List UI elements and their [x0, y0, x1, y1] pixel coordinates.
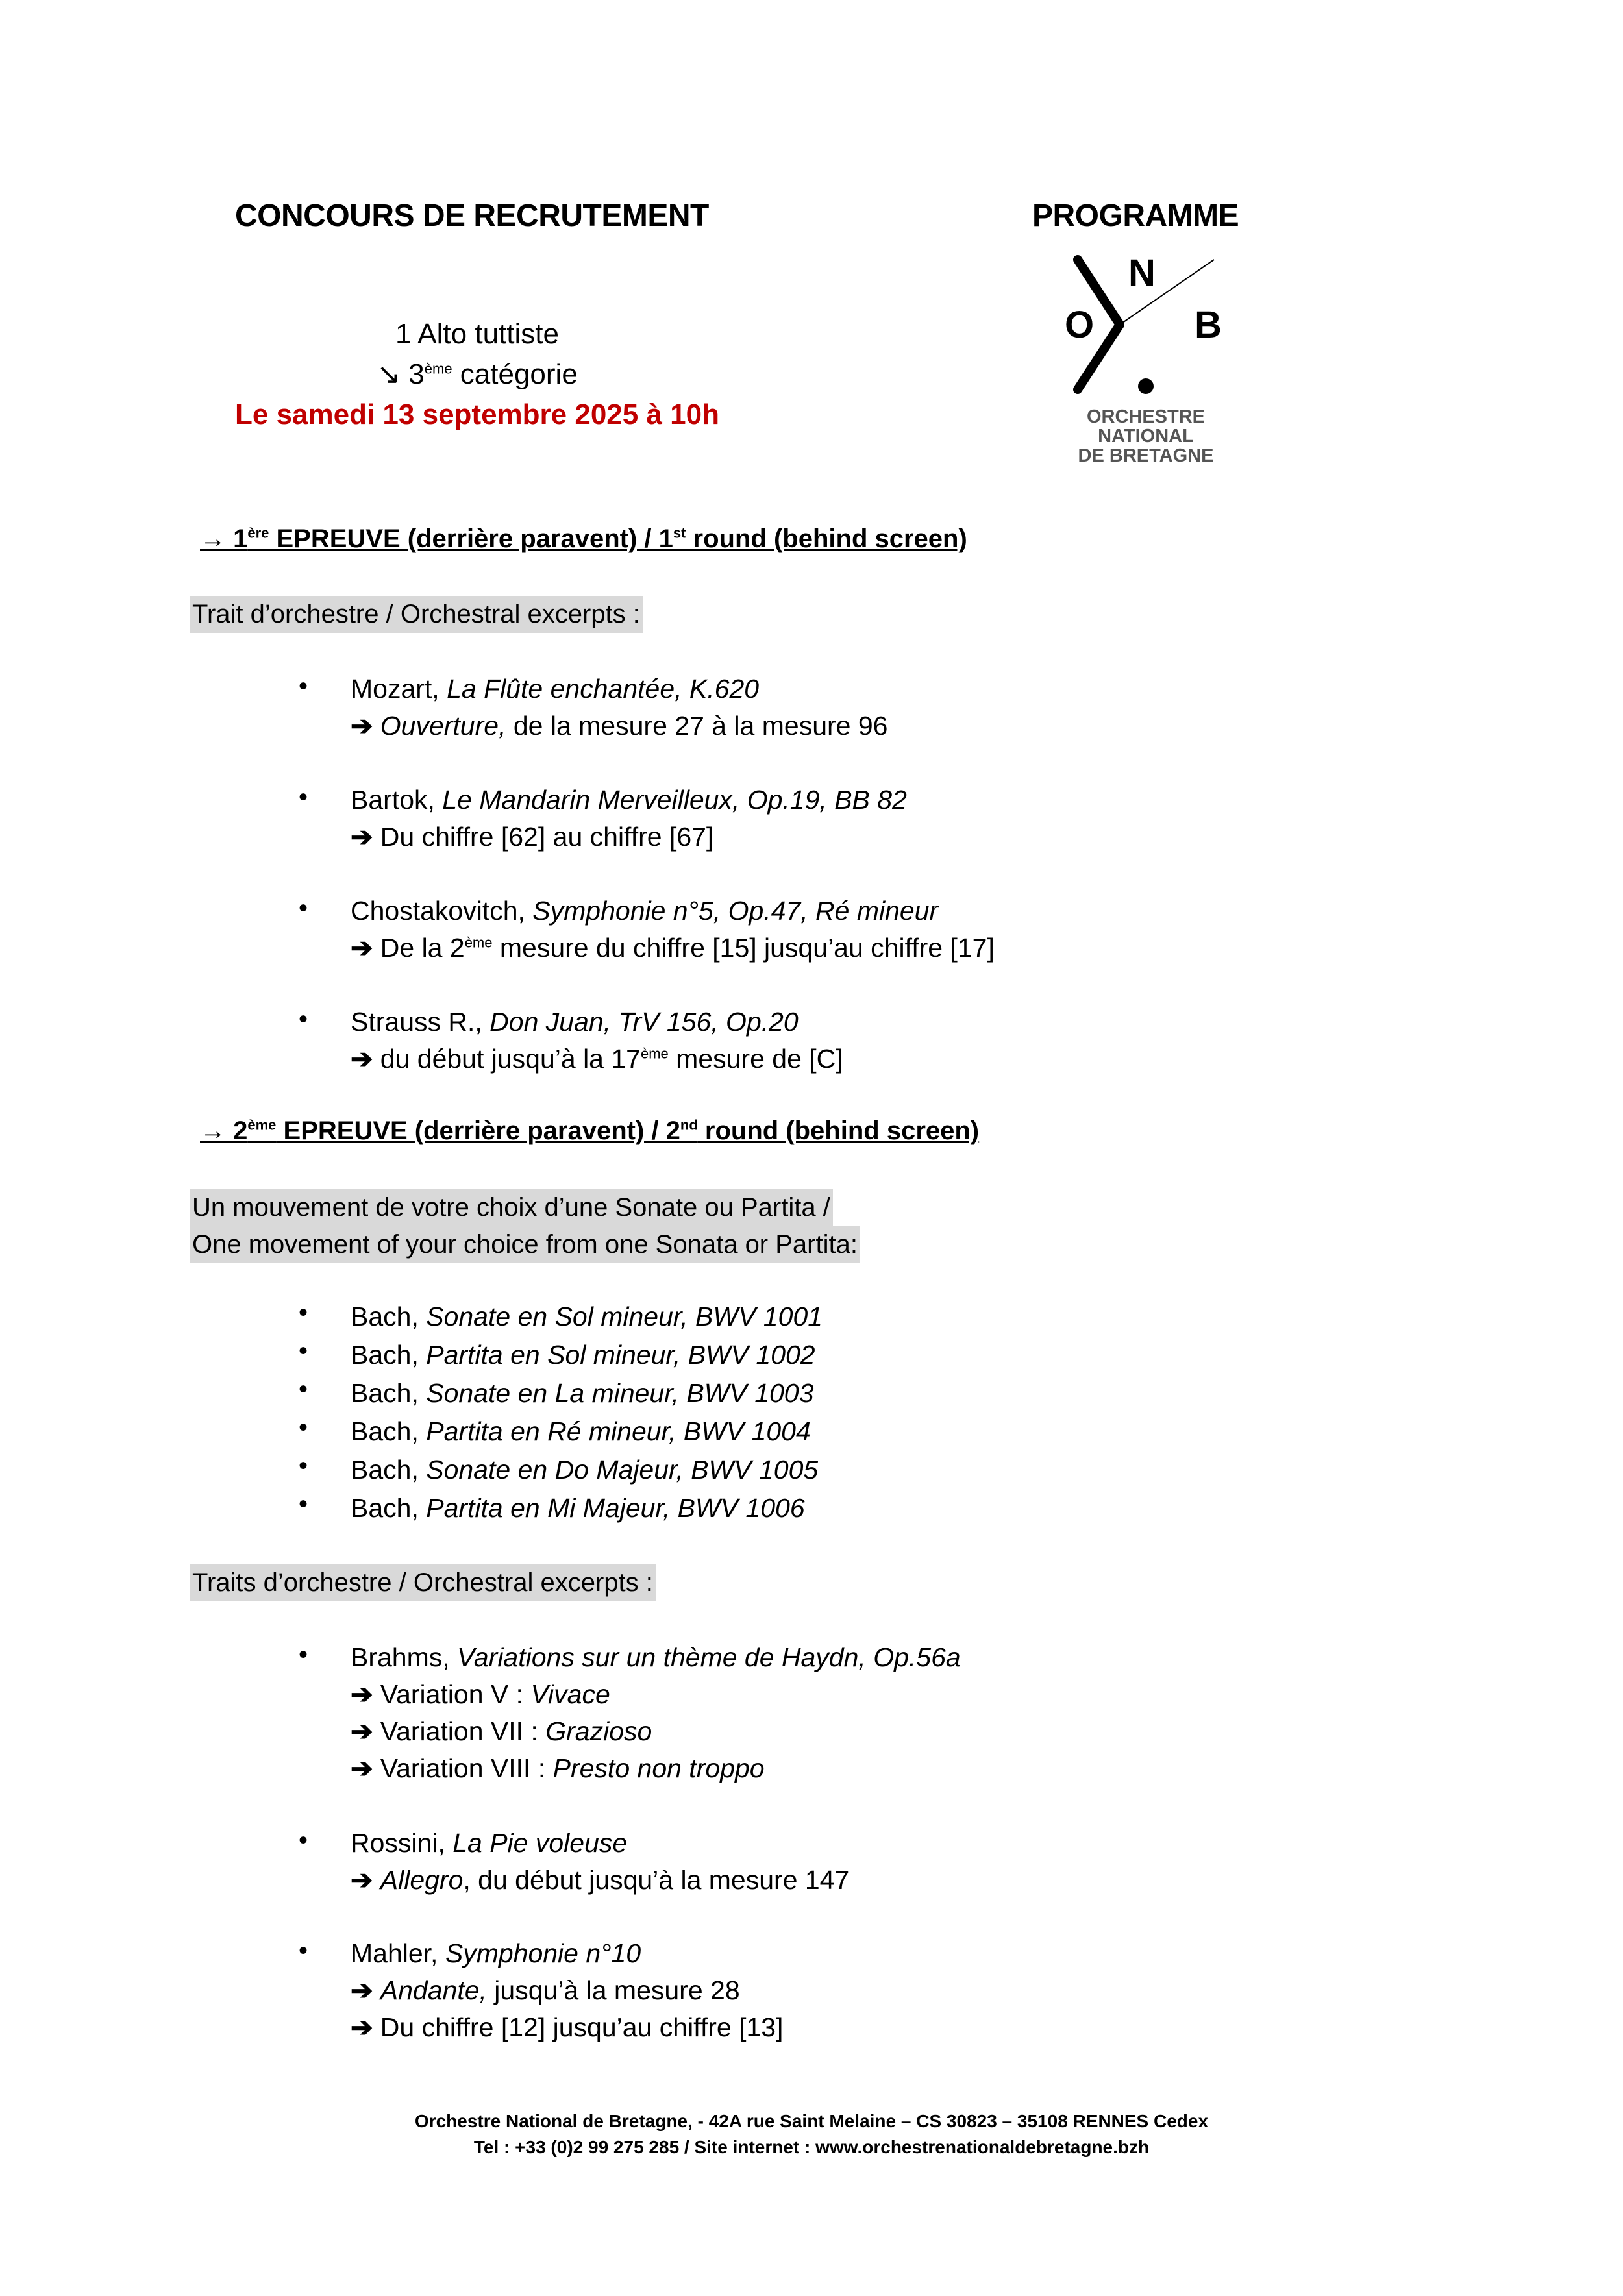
bullet: • — [299, 1826, 308, 1855]
round1-section-label: Trait d’orchestre / Orchestral excerpts : — [190, 596, 643, 633]
round1-item-chostakovitch: Chostakovitch, Symphonie n°5, Op.47, Ré mineur ➔ De la 2ème mesure du chiffre [15] jusqu’au chiffre [17] — [351, 896, 995, 963]
position-block — [217, 314, 737, 435]
document-title: CONCOURS DE RECRUTEMENT — [235, 199, 709, 233]
round2-item-mahler: Mahler, Symphonie n°10 ➔ Andante, jusqu’à la mesure 28 ➔ Du chiffre [12] jusqu’au chiffre [13] — [351, 1938, 784, 2042]
onb-logo — [1058, 253, 1233, 474]
audition-date: Le samedi 13 septembre 2025 à 10h — [235, 399, 719, 430]
programme-label: PROGRAMME — [1032, 199, 1239, 233]
round1-title: → 1ère EPREUVE (derrière paravent) / 1st round (behind screen) — [200, 525, 967, 553]
onb-logo-mark — [1058, 253, 1233, 396]
bullet: • — [299, 894, 308, 922]
footer-contact: Tel : +33 (0)2 99 275 285 / Site internet : www.orchestrenationaldebretagne.bzh — [473, 2137, 1150, 2157]
logo-text: ORCHESTRE NATIONAL DE BRETAGNE — [1078, 406, 1214, 466]
round2-item-rossini: Rossini, La Pie voleuse ➔ Allegro, du début jusqu’à la mesure 147 — [351, 1828, 850, 1895]
round2-section-label: Traits d’orchestre / Orchestral excerpts : — [190, 1564, 656, 1601]
round2-title: → 2ème EPREUVE (derrière paravent) / 2nd round (behind screen) — [200, 1117, 980, 1145]
bullet: • — [299, 1005, 308, 1033]
round1-item-strauss: Strauss R., Don Juan, TrV 156, Op.20 ➔ du début jusqu’à la 17ème mesure de [C] — [351, 1007, 843, 1074]
category-line: ↘ 3ème catégorie — [377, 358, 578, 390]
round1-item-mozart: Mozart, La Flûte enchantée, K.620 ➔ Ouverture, de la mesure 27 à la mesure 96 — [351, 674, 888, 741]
bullet: • — [299, 672, 308, 700]
footer-address: Orchestre National de Bretagne, - 42A rue Saint Melaine – CS 30823 – 35108 RENNES Cedex — [414, 2111, 1209, 2131]
round1-item-bartok: Bartok, Le Mandarin Merveilleux, Op.19, BB 82 ➔ Du chiffre [62] au chiffre [67] — [351, 785, 907, 852]
bullet: • — [299, 1936, 308, 1965]
position-title: 1 Alto tuttiste — [395, 318, 559, 350]
round2-item-brahms: Brahms, Variations sur un thème de Haydn, Op.56a ➔ Variation V : Vivace ➔ Variation VII : Grazioso ➔ Variation VIII : Presto non troppo — [351, 1642, 961, 1783]
bullet: • — [299, 1640, 308, 1669]
round2-choice-label: Un mouvement de votre choix d’une Sonate ou Partita / One movement of your choice from one Sonata or Partita: — [190, 1189, 860, 1263]
logo-letter-b: B — [1195, 304, 1222, 346]
logo-letter-o: O — [1065, 304, 1095, 346]
logo-letter-n: N — [1128, 253, 1156, 294]
footer — [357, 2108, 1266, 2160]
bullet: • — [299, 783, 308, 811]
